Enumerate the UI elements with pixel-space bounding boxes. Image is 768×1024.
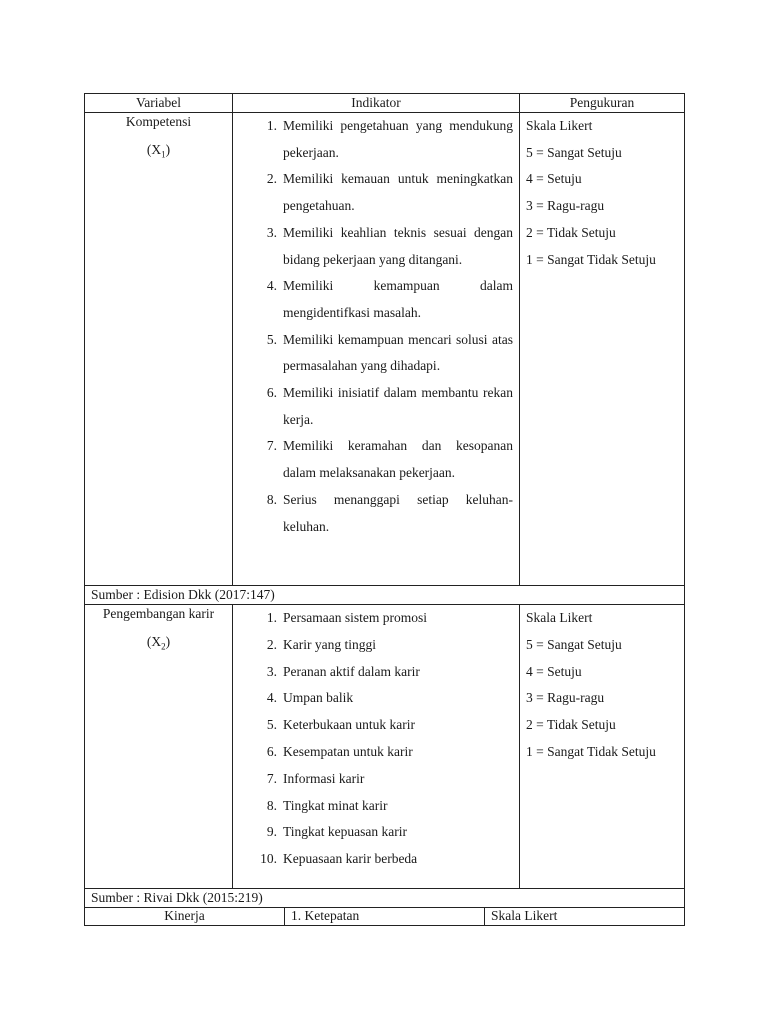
scale-item: 3 = Ragu-ragu bbox=[526, 198, 605, 214]
indicator-table bbox=[84, 93, 685, 926]
indicator-item bbox=[233, 220, 519, 273]
indicator-item bbox=[233, 166, 519, 219]
indicator-number: 5. bbox=[266, 717, 277, 733]
indicator-number: 6. bbox=[266, 743, 277, 759]
indicator-text: Memiliki kemauan untuk meningkatkan pengetahuan. bbox=[283, 171, 513, 214]
indicator-item bbox=[233, 846, 519, 873]
indicator-cell bbox=[233, 113, 520, 585]
variable-name: Kompetensi bbox=[125, 114, 192, 129]
table-row-kinerja bbox=[85, 908, 684, 925]
variable-code: $(X_1)$ bbox=[146, 142, 171, 160]
indicator-text: Kepuasaan karir berbeda bbox=[283, 851, 418, 867]
indicator-item bbox=[233, 712, 519, 739]
indicator-item bbox=[233, 739, 519, 766]
scale-item: Skala Likert bbox=[526, 118, 593, 133]
scale-item: 5 = Sangat Setuju bbox=[526, 144, 622, 160]
table-row-pengembangan-karir bbox=[85, 605, 684, 889]
indicator-number: 8. bbox=[266, 491, 277, 507]
indicator-text: Peranan aktif dalam karir bbox=[283, 663, 420, 679]
indicator-number: 2. bbox=[266, 171, 277, 187]
indicator-text: Informasi karir bbox=[283, 770, 365, 786]
indicator-text: Tingkat kepuasan karir bbox=[283, 824, 407, 840]
indicator-number: 1. bbox=[266, 610, 277, 625]
scale-item: 4 = Setuju bbox=[526, 663, 582, 679]
indicator-item bbox=[233, 487, 519, 540]
header-variabel: Variabel bbox=[85, 94, 233, 112]
indicator-number: 2. bbox=[266, 636, 277, 652]
scale-item: 1 = Sangat Tidak Setuju bbox=[526, 251, 656, 267]
indicator-list bbox=[233, 605, 519, 873]
source-row: Sumber : Rivai Dkk (2015:219) bbox=[85, 889, 684, 908]
measurement-cell bbox=[520, 113, 684, 585]
measurement-list bbox=[526, 113, 684, 273]
indicator-text: Kesempatan untuk karir bbox=[283, 743, 413, 759]
indicator-number: 4. bbox=[266, 690, 277, 706]
measurement-cell bbox=[520, 605, 684, 888]
indicator-item bbox=[233, 766, 519, 793]
indicator-item bbox=[233, 632, 519, 659]
scale-item: 4 = Setuju bbox=[526, 171, 582, 187]
scale-item: 2 = Tidak Setuju bbox=[526, 717, 616, 733]
indicator-text: Memiliki inisiatif dalam membantu rekan kerja. bbox=[283, 385, 513, 427]
indicator-number: 5. bbox=[266, 331, 277, 347]
scale-item: 2 = Tidak Setuju bbox=[526, 224, 616, 240]
scale-item: Skala Likert bbox=[526, 610, 593, 625]
measurement-list bbox=[526, 605, 684, 766]
indicator-text: Memiliki pengetahuan yang mendukung pekerjaan. bbox=[283, 118, 513, 160]
indicator-list bbox=[233, 113, 519, 540]
indicator-item bbox=[233, 433, 519, 486]
indicator-item bbox=[233, 605, 519, 632]
indicator-item bbox=[233, 113, 519, 166]
variable-cell bbox=[85, 113, 233, 585]
table-header-row bbox=[85, 94, 684, 113]
variable-code: $(X_2)$ bbox=[146, 634, 171, 652]
indicator-item bbox=[233, 685, 519, 712]
indicator-number: 6. bbox=[266, 385, 277, 401]
indicator-item bbox=[233, 659, 519, 686]
indicator-item bbox=[233, 273, 519, 326]
indicator-number: 7. bbox=[266, 438, 277, 454]
scale-item: 3 = Ragu-ragu bbox=[526, 690, 605, 706]
indicator-item bbox=[233, 327, 519, 380]
indicator-item bbox=[233, 819, 519, 846]
indicator-cell bbox=[233, 605, 520, 888]
indicator-text: Memiliki keahlian teknis sesuai dengan bidang pekerjaan yang ditangani. bbox=[283, 224, 513, 267]
indicator-number: 4. bbox=[266, 278, 277, 294]
variable-name: Kinerja bbox=[85, 908, 285, 925]
table-row-kompetensi bbox=[85, 113, 684, 586]
indicator-text: Memiliki kemampuan mencari solusi atas permasalahan yang dihadapi. bbox=[283, 331, 513, 374]
indicator-number: 3. bbox=[266, 224, 277, 240]
header-pengukuran: Pengukuran bbox=[569, 95, 635, 110]
measurement-cell: Skala Likert bbox=[491, 908, 558, 923]
scale-item: 1 = Sangat Tidak Setuju bbox=[526, 743, 656, 759]
indicator-number: 7. bbox=[266, 770, 277, 786]
indicator-item bbox=[233, 380, 519, 433]
indicator-text: Memiliki keramahan dan kesopanan dalam melaksanakan pekerjaan. bbox=[283, 438, 513, 481]
indicator-text: Keterbukaan untuk karir bbox=[283, 717, 415, 733]
variable-name: Pengembangan karir bbox=[102, 606, 215, 621]
indicator-text: Umpan balik bbox=[283, 690, 354, 706]
indicator-text: Memiliki kemampuan dalam mengidentifkasi masalah. bbox=[283, 278, 513, 320]
header-indikator: Indikator bbox=[233, 94, 520, 112]
indicator-text: Tingkat minat karir bbox=[283, 797, 388, 813]
indicator-number: 1. bbox=[266, 118, 277, 133]
indicator-number: 10. bbox=[260, 851, 277, 867]
indicator-text: Serius menanggapi setiap keluhan-keluhan. bbox=[283, 491, 513, 534]
indicator-text: Persamaan sistem promosi bbox=[283, 610, 427, 625]
variable-cell bbox=[85, 605, 233, 888]
source-row: Sumber : Edision Dkk (2017:147) bbox=[85, 586, 684, 605]
indicator-number: 8. bbox=[266, 797, 277, 813]
indicator-cell: 1. Ketepatan bbox=[285, 908, 485, 925]
indicator-number: 3. bbox=[266, 663, 277, 679]
indicator-number: 9. bbox=[266, 824, 277, 840]
indicator-text: Karir yang tinggi bbox=[283, 636, 376, 652]
indicator-item bbox=[233, 793, 519, 820]
scale-item: 5 = Sangat Setuju bbox=[526, 636, 622, 652]
